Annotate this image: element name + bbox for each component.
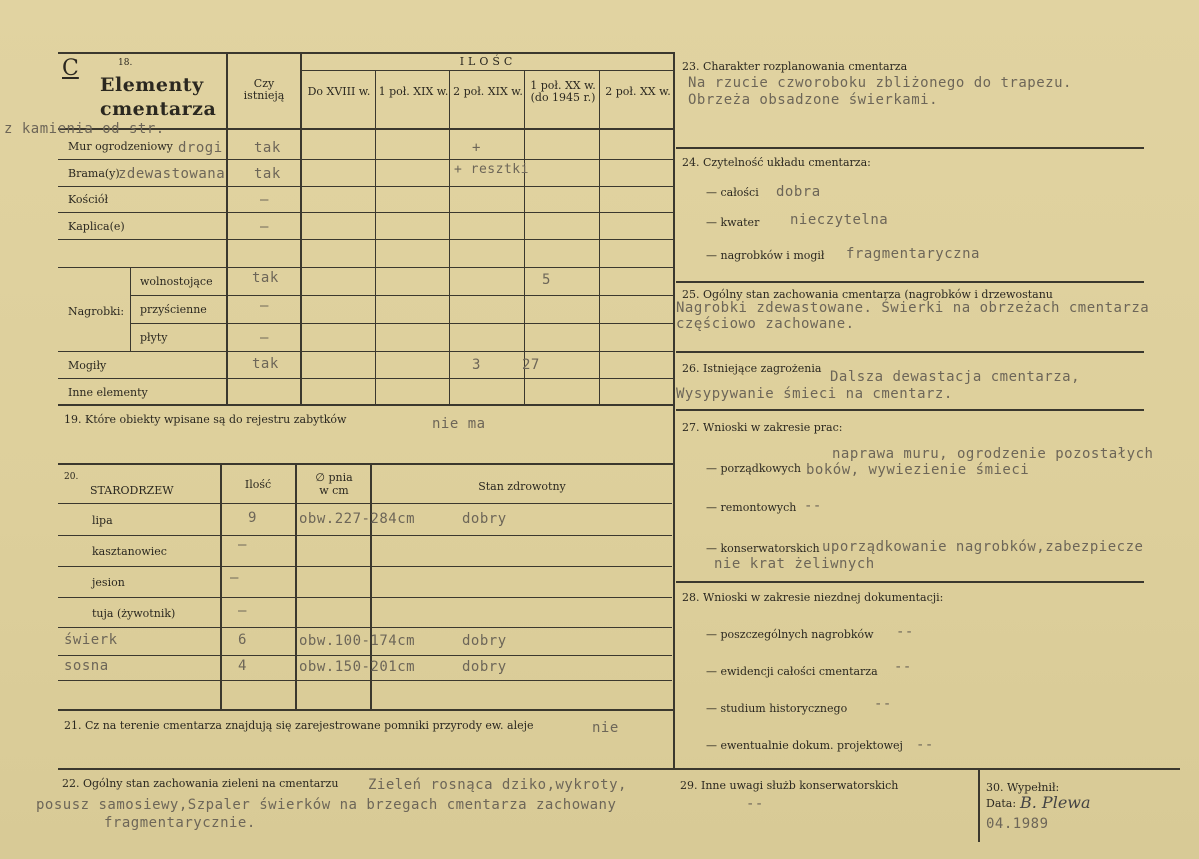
row-label-other: Inne elementy [68, 386, 148, 399]
gate-exists: tak [254, 166, 281, 182]
readability-label: — całości [706, 186, 759, 199]
section-22-line-1: Zieleń rosnąca dziko,wykroty, [368, 777, 627, 793]
documentation-label: — poszczególnych nagrobków [706, 628, 874, 641]
handwritten-signature: B. Plewa [1020, 793, 1091, 812]
typed-wall-note: drogi [178, 140, 223, 156]
tree-state: dobry [462, 633, 507, 649]
rule [58, 768, 1180, 770]
section-18-title-1: Elementy [100, 74, 204, 96]
rule [220, 465, 222, 709]
section-18-title-2: cmentarza [100, 98, 217, 120]
rule [676, 281, 1144, 283]
tree-state: dobry [462, 511, 507, 527]
typed-gate-note: zdewastowana [118, 166, 226, 182]
tree-name: sosna [64, 658, 109, 674]
section-25-label: 25. Ogólny stan zachowania cmentarza (nagrobków i drzewostanu [682, 288, 1053, 301]
slabs-exists: – [260, 330, 269, 346]
section-30-label: 30. Wypełnił: [986, 781, 1060, 794]
tree-name: kasztanowiec [92, 545, 167, 558]
section-23-line-2: Obrzeża obsadzone świerkami. [688, 92, 939, 108]
graves-exists: tak [252, 356, 279, 372]
documentation-value: -- [894, 659, 912, 675]
tree-qty: 4 [238, 658, 247, 674]
tree-qty: 6 [238, 632, 247, 648]
period-3: 2 poł. XIX w. [453, 85, 523, 98]
section-20-number: 20. [64, 472, 79, 482]
wall-exists: tak [254, 140, 281, 156]
rule [58, 535, 672, 536]
rule [58, 597, 672, 598]
rule [58, 212, 674, 213]
wall-mounted-exists: – [260, 298, 269, 314]
rule [676, 581, 1144, 583]
graves-period-4: 27 [522, 357, 540, 373]
period-2: 1 poł. XIX w. [378, 85, 449, 98]
church-exists: – [260, 192, 269, 208]
rule [58, 351, 674, 352]
readability-label: — kwater [706, 216, 760, 229]
gate-period-3: + resztki [454, 162, 529, 177]
tree-qty: – [230, 570, 239, 586]
section-29-label: 29. Inne uwagi służb konserwatorskich [680, 779, 899, 792]
documentation-value: -- [916, 737, 934, 753]
section-19-value: nie ma [432, 416, 486, 432]
rule [58, 709, 674, 711]
rule [58, 655, 672, 656]
sub-slabs: płyty [140, 331, 168, 344]
rule [58, 186, 674, 187]
category-letter: C [62, 56, 79, 81]
section-21-label: 21. Cz na terenie cmentarza znajdują się zarejestrowane pomniki przyrody ew. aleje [64, 719, 534, 732]
chapel-exists: – [260, 219, 269, 235]
typed-overflow-note: z kamienia od str. [4, 121, 165, 137]
rule [978, 770, 980, 842]
rule [130, 295, 674, 296]
tree-qty: – [238, 603, 247, 619]
rule [130, 323, 674, 324]
readability-value: dobra [776, 184, 821, 200]
documentation-value: -- [896, 624, 914, 640]
row-label-graves: Mogiły [68, 359, 107, 372]
date-label: Data: [986, 797, 1017, 810]
konserwatorskie-line-2: nie krat żeliwnych [714, 556, 875, 572]
rule [524, 70, 525, 404]
header-quantity: Ilość [244, 478, 272, 491]
section-24-label: 24. Czytelność układu cmentarza: [682, 156, 871, 169]
documentation-label: — studium historycznego [706, 702, 848, 715]
period-1: Do XVIII w. [307, 85, 371, 98]
rule [676, 409, 1144, 411]
freestanding-exists: tak [252, 270, 279, 286]
header-starodrzew: STARODRZEW [90, 484, 174, 497]
rule [58, 378, 674, 379]
section-26-label: 26. Istniejące zagrożenia [682, 362, 822, 375]
rule [58, 680, 672, 681]
tree-qty: 9 [248, 510, 257, 526]
section-22-line-3: fragmentarycznie. [104, 815, 256, 831]
tree-name: lipa [92, 514, 113, 527]
section-23-line-1: Na rzucie czworoboku zbliżonego do trapezu. [688, 75, 1072, 91]
rule [302, 70, 674, 71]
tree-diameter: obw.100-174cm [299, 633, 416, 649]
tree-name: tuja (żywotnik) [92, 607, 176, 620]
documentation-label: — ewidencji całości cmentarza [706, 665, 878, 678]
tree-qty: – [238, 537, 247, 553]
tree-name: jesion [92, 576, 125, 589]
wall-period-3: + [472, 140, 481, 156]
section-23-label: 23. Charakter rozplanowania cmentarza [682, 60, 908, 73]
readability-label: — nagrobków i mogił [706, 249, 825, 262]
tree-name: świerk [64, 632, 118, 648]
section-25-line-2: częściowo zachowane. [676, 316, 855, 332]
graves-period-3: 3 [472, 357, 481, 373]
row-label-gate: Brama(y) [68, 167, 120, 180]
remontowe-label: — remontowych [706, 501, 797, 514]
rule [673, 52, 675, 770]
rule [58, 566, 672, 567]
remontowe-value: -- [804, 498, 822, 514]
rule [375, 70, 376, 404]
rule [226, 52, 228, 404]
rule [130, 267, 131, 351]
section-26-line-1: Dalsza dewastacja cmentarza, [830, 369, 1081, 385]
rule [295, 465, 297, 709]
header-health: Stan zdrowotny [478, 480, 566, 493]
rule [58, 627, 672, 628]
section-19-label: 19. Które obiekty wpisane są do rejestru zabytków [64, 413, 347, 426]
section-21-value: nie [592, 720, 619, 736]
header-diameter: ∅ pnia w cm [315, 471, 353, 497]
row-label-gravestones: Nagrobki: [68, 305, 125, 318]
rule [58, 52, 674, 54]
konserwatorskie-label: — konserwatorskich [706, 542, 820, 555]
tree-state: dobry [462, 659, 507, 675]
rule [58, 159, 674, 160]
porzadkowe-line-2: boków, wywiezienie śmieci [806, 462, 1030, 478]
section-29-value: -- [746, 796, 764, 812]
freestanding-period-4: 5 [542, 272, 551, 288]
rule [58, 463, 674, 465]
rule [676, 147, 1144, 149]
documentation-value: -- [874, 696, 892, 712]
konserwatorskie-line-1: uporządkowanie nagrobków,zabezpiecze [822, 539, 1144, 555]
documentation-label: — ewentualnie dokum. projektowej [706, 739, 903, 752]
rule [300, 52, 302, 404]
rule [58, 503, 672, 504]
section-28-label: 28. Wnioski w zakresie niezdnej dokumentacji: [682, 591, 944, 604]
section-22-label: 22. Ogólny stan zachowania zieleni na cmentarzu [62, 777, 339, 790]
period-5: 2 poł. XX w. [605, 85, 671, 98]
rule [449, 70, 450, 404]
col-quantity-header: ILOŚC [459, 55, 517, 68]
readability-value: nieczytelna [790, 212, 889, 228]
rule [599, 70, 600, 404]
filled-date: 04.1989 [986, 816, 1049, 832]
col-exists-header: Czy istnieją [243, 77, 285, 102]
section-22-line-2: posusz samosiewy,Szpaler świerków na brzegach cmentarza zachowany [36, 797, 617, 813]
sub-freestanding: wolnostojące [140, 275, 213, 288]
section-18-number: 18. [118, 58, 133, 68]
row-label-church: Kościół [68, 193, 109, 206]
section-25-line-1: Nagrobki zdewastowane. Świerki na obrzeżach cmentarza [676, 300, 1150, 316]
rule [58, 404, 674, 406]
section-26-line-2: Wysypywanie śmieci na cmentarz. [676, 386, 953, 402]
porzadkowe-label: — porządkowych [706, 462, 801, 475]
tree-diameter: obw.227-284cm [299, 511, 416, 527]
rule [58, 267, 674, 268]
readability-value: fragmentaryczna [846, 246, 980, 262]
sub-wall-mounted: przyścienne [140, 303, 207, 316]
period-4: 1 poł. XX w. (do 1945 r.) [530, 79, 596, 104]
row-label-chapel: Kaplica(e) [68, 220, 125, 233]
tree-diameter: obw.150-201cm [299, 659, 416, 675]
section-27-label: 27. Wnioski w zakresie prac: [682, 421, 843, 434]
row-label-wall: Mur ogrodzeniowy [68, 140, 173, 153]
rule [676, 351, 1144, 353]
rule [58, 239, 674, 240]
porzadkowe-line-1: naprawa muru, ogrodzenie pozostałych [832, 446, 1154, 462]
